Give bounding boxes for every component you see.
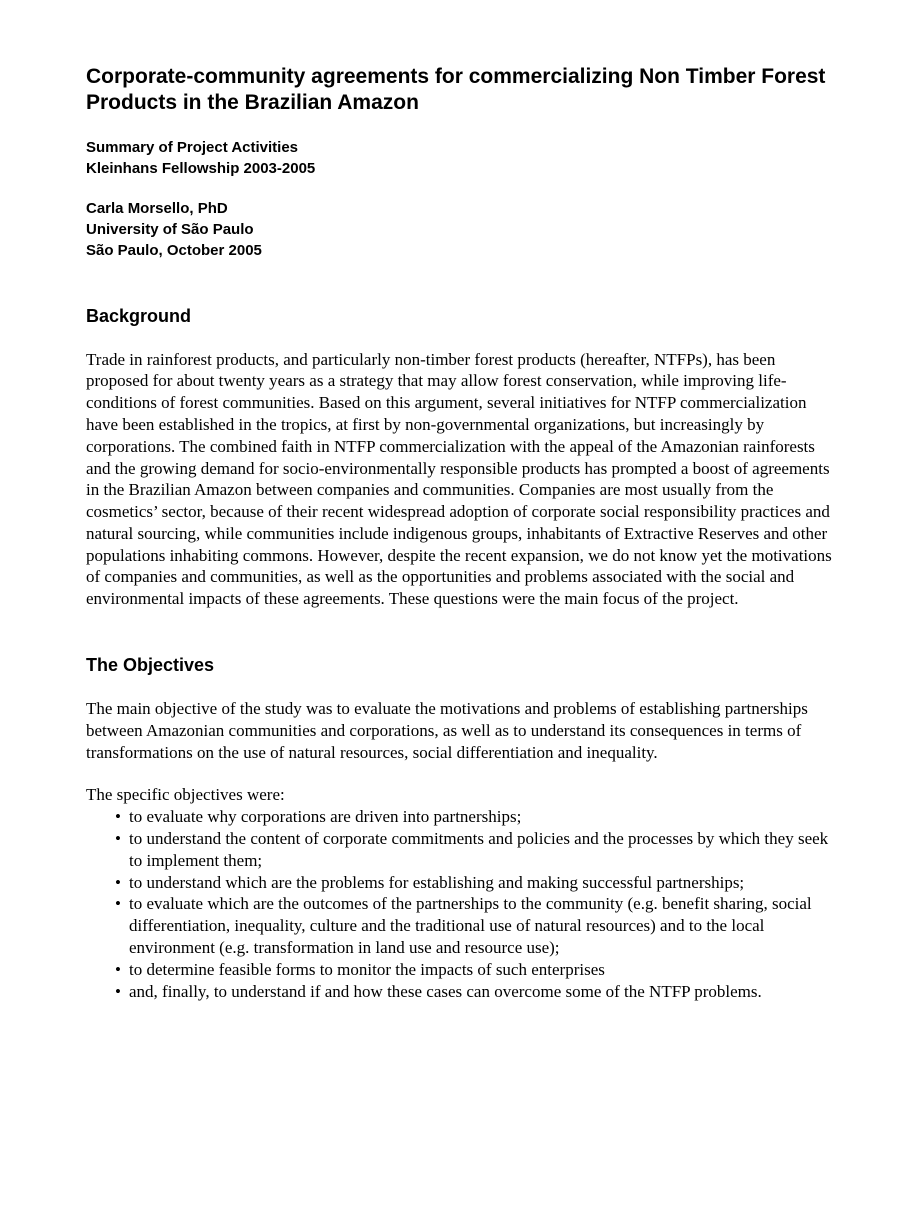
- objective-item: • to understand the content of corporate commitments and policies and the processes by which they seek to implement them;: [129, 828, 832, 872]
- section-heading-background: Background: [86, 305, 192, 326]
- objective-item: • to evaluate which are the outcomes of the partnerships to the community (e.g. benefit sharing, social differentiation, inequality, culture and the traditional use of natural resources) and to the local environment (e.g. transformation in land use and resource use);: [129, 893, 832, 958]
- objective-item: • to understand which are the problems for establishing and making successful partnerships;: [129, 872, 832, 894]
- subtitle-line-project-activities: Summary of Project Activities: [86, 139, 299, 156]
- objective-item: • to determine feasible forms to monitor the impacts of such enterprises: [129, 959, 832, 981]
- objectives-list: [86, 806, 832, 1002]
- objective-item: • to evaluate why corporations are driven into partnerships;: [129, 806, 832, 828]
- objective-item: • and, finally, to understand if and how these cases can overcome some of the NTFP problems.: [129, 981, 832, 1003]
- author-affiliation: University of São Paulo: [86, 221, 254, 239]
- background-paragraph: Trade in rainforest products, and particularly non-timber forest products (hereafter, NTFPs), has been proposed for about twenty years as a strategy that may allow forest conservation, while improving life-conditions of forest communities. Based on this argument, several initiatives for NTFP commercialization have been established in the tropics, at first by non-governmental organizations, but increasingly by corporations. The combined faith in NTFP commercialization with the appeal of the Amazonian rainforests and the growing demand for socio-environmentally responsible products has prompted a boost of agreements in the Brazilian Amazon between companies and communities. Companies are most usually from the cosmetics’ sector, because of their recent widespread adoption of corporate social responsibility practices and natural sourcing, while communities include indigenous groups, inhabitants of Extractive Reserves and other populations inhabiting commons. However, despite the recent expansion, we do not know yet the motivations of companies and communities, as well as the opportunities and problems associated with the social and environmental impacts of these agreements. These questions were the main focus of the project.: [86, 349, 832, 609]
- author-block: [86, 199, 832, 261]
- author-place-date: São Paulo, October 2005: [86, 241, 262, 259]
- objectives-paragraph: The main objective of the study was to evaluate the motivations and problems of establishing partnerships between Amazonian communities and corporations, as well as to understand its consequences in terms of transformations on the use of natural resources, social differentiation and inequality.: [86, 699, 808, 762]
- section-heading-objectives: The Objectives: [86, 655, 215, 676]
- subtitle-line-fellowship: Kleinhans Fellowship 2003-2005: [86, 159, 316, 177]
- subtitle-block: [86, 138, 832, 179]
- author-name: Carla Morsello, PhD: [86, 200, 228, 218]
- objectives-list-intro: The specific objectives were:: [86, 785, 285, 805]
- document-title: Corporate-community agreements for commercializing Non Timber Forest Products in the Brazilian Amazon: [86, 65, 826, 114]
